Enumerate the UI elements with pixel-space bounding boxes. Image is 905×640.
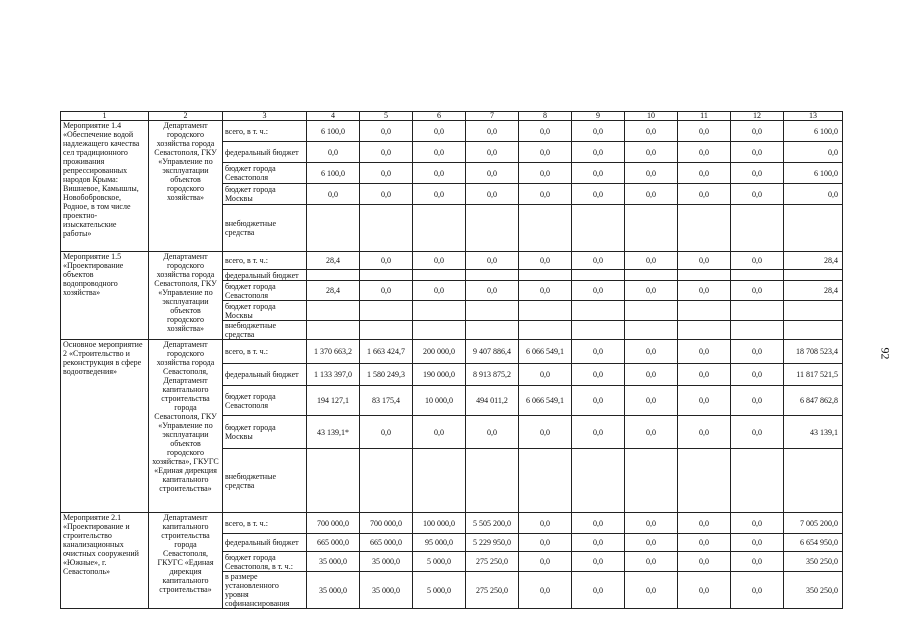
value-cell: 194 127,1 bbox=[307, 386, 360, 416]
value-cell bbox=[572, 301, 625, 321]
value-cell bbox=[360, 301, 413, 321]
table-row bbox=[61, 252, 843, 270]
executor-cell: Департамент капитального строительства города Севастополя, ГКУГС «Единая дирекция капитального строительства» bbox=[149, 513, 223, 609]
total-value-cell bbox=[784, 270, 843, 281]
value-cell bbox=[731, 301, 784, 321]
value-cell: 0,0 bbox=[572, 416, 625, 449]
column-number: 9 bbox=[572, 112, 625, 121]
value-cell: 0,0 bbox=[625, 163, 678, 184]
value-cell: 0,0 bbox=[307, 142, 360, 163]
value-cell: 0,0 bbox=[731, 142, 784, 163]
value-cell: 9 407 886,4 bbox=[466, 340, 519, 364]
value-cell: 0,0 bbox=[731, 534, 784, 552]
value-cell: 0,0 bbox=[466, 163, 519, 184]
value-cell bbox=[519, 301, 572, 321]
value-cell: 0,0 bbox=[731, 281, 784, 301]
value-cell: 0,0 bbox=[678, 163, 731, 184]
value-cell: 0,0 bbox=[731, 416, 784, 449]
column-number: 7 bbox=[466, 112, 519, 121]
value-cell: 0,0 bbox=[625, 281, 678, 301]
value-cell bbox=[678, 321, 731, 340]
column-number: 13 bbox=[784, 112, 843, 121]
total-value-cell: 6 100,0 bbox=[784, 121, 843, 142]
value-cell: 0,0 bbox=[519, 281, 572, 301]
total-value-cell bbox=[784, 321, 843, 340]
funding-source-cell: федеральный бюджет bbox=[223, 364, 307, 386]
value-cell bbox=[625, 205, 678, 252]
value-cell: 190 000,0 bbox=[413, 364, 466, 386]
value-cell: 1 370 663,2 bbox=[307, 340, 360, 364]
value-cell: 0,0 bbox=[572, 513, 625, 534]
value-cell: 10 000,0 bbox=[413, 386, 466, 416]
value-cell: 0,0 bbox=[625, 513, 678, 534]
value-cell: 0,0 bbox=[413, 416, 466, 449]
total-value-cell: 6 654 950,0 bbox=[784, 534, 843, 552]
value-cell: 0,0 bbox=[572, 552, 625, 572]
value-cell: 700 000,0 bbox=[360, 513, 413, 534]
value-cell: 0,0 bbox=[625, 552, 678, 572]
value-cell: 6 100,0 bbox=[307, 121, 360, 142]
value-cell: 0,0 bbox=[360, 163, 413, 184]
value-cell: 0,0 bbox=[360, 142, 413, 163]
value-cell: 0,0 bbox=[678, 572, 731, 609]
total-value-cell bbox=[784, 301, 843, 321]
value-cell: 6 100,0 bbox=[307, 163, 360, 184]
value-cell: 95 000,0 bbox=[413, 534, 466, 552]
value-cell: 0,0 bbox=[625, 534, 678, 552]
value-cell: 0,0 bbox=[731, 386, 784, 416]
value-cell: 0,0 bbox=[625, 121, 678, 142]
column-number: 8 bbox=[519, 112, 572, 121]
value-cell: 494 011,2 bbox=[466, 386, 519, 416]
value-cell bbox=[307, 270, 360, 281]
value-cell: 0,0 bbox=[625, 386, 678, 416]
value-cell bbox=[519, 205, 572, 252]
value-cell: 0,0 bbox=[519, 416, 572, 449]
value-cell: 0,0 bbox=[307, 184, 360, 205]
funding-source-cell: в размере установленного уровня софинансирования bbox=[223, 572, 307, 609]
table-body bbox=[61, 112, 843, 609]
value-cell bbox=[307, 301, 360, 321]
value-cell bbox=[413, 321, 466, 340]
value-cell: 100 000,0 bbox=[413, 513, 466, 534]
value-cell: 0,0 bbox=[572, 534, 625, 552]
value-cell bbox=[625, 270, 678, 281]
event-name-cell: Мероприятие 1.5 «Проектирование объектов водопроводного хозяйства» bbox=[61, 252, 149, 340]
funding-source-cell: всего, в т. ч.: bbox=[223, 513, 307, 534]
value-cell: 0,0 bbox=[360, 252, 413, 270]
total-value-cell: 11 817 521,5 bbox=[784, 364, 843, 386]
value-cell: 0,0 bbox=[625, 416, 678, 449]
executor-cell: Департамент городского хозяйства города Севастополя, ГКУ «Управление по эксплуатации объектов городского хозяйства» bbox=[149, 121, 223, 252]
value-cell: 0,0 bbox=[678, 340, 731, 364]
value-cell: 0,0 bbox=[519, 163, 572, 184]
value-cell bbox=[731, 321, 784, 340]
value-cell bbox=[625, 321, 678, 340]
value-cell: 700 000,0 bbox=[307, 513, 360, 534]
value-cell bbox=[466, 301, 519, 321]
value-cell: 0,0 bbox=[413, 281, 466, 301]
value-cell bbox=[307, 321, 360, 340]
total-value-cell: 28,4 bbox=[784, 252, 843, 270]
value-cell: 0,0 bbox=[572, 142, 625, 163]
budget-table bbox=[60, 111, 843, 609]
value-cell: 0,0 bbox=[360, 121, 413, 142]
value-cell: 0,0 bbox=[572, 252, 625, 270]
value-cell: 0,0 bbox=[519, 364, 572, 386]
funding-source-cell: бюджет города Москвы bbox=[223, 301, 307, 321]
funding-source-cell: бюджет города Севастополя bbox=[223, 281, 307, 301]
value-cell bbox=[307, 449, 360, 513]
value-cell: 8 913 875,2 bbox=[466, 364, 519, 386]
funding-source-cell: всего, в т. ч.: bbox=[223, 340, 307, 364]
value-cell bbox=[519, 449, 572, 513]
value-cell: 0,0 bbox=[625, 572, 678, 609]
value-cell: 0,0 bbox=[519, 513, 572, 534]
value-cell: 35 000,0 bbox=[360, 552, 413, 572]
value-cell bbox=[731, 449, 784, 513]
value-cell: 0,0 bbox=[413, 142, 466, 163]
column-number: 3 bbox=[223, 112, 307, 121]
value-cell bbox=[307, 205, 360, 252]
value-cell bbox=[413, 270, 466, 281]
total-value-cell bbox=[784, 205, 843, 252]
value-cell: 0,0 bbox=[625, 252, 678, 270]
event-name-cell: Мероприятие 1.4 «Обеспечение водой надлежащего качества сел традиционного проживания репрессированных народов Крыма: Вишневое, Камышлы, Новобобровское, Родное, в том числе проектно-изыскательские работы» bbox=[61, 121, 149, 252]
value-cell: 0,0 bbox=[466, 184, 519, 205]
value-cell: 1 663 424,7 bbox=[360, 340, 413, 364]
value-cell: 0,0 bbox=[466, 416, 519, 449]
total-value-cell: 350 250,0 bbox=[784, 552, 843, 572]
value-cell: 0,0 bbox=[678, 513, 731, 534]
funding-source-cell: федеральный бюджет bbox=[223, 270, 307, 281]
value-cell: 83 175,4 bbox=[360, 386, 413, 416]
funding-source-cell: бюджет города Севастополя, в т. ч.: bbox=[223, 552, 307, 572]
value-cell bbox=[678, 301, 731, 321]
value-cell: 0,0 bbox=[625, 364, 678, 386]
value-cell: 275 250,0 bbox=[466, 552, 519, 572]
value-cell: 0,0 bbox=[625, 340, 678, 364]
value-cell: 28,4 bbox=[307, 281, 360, 301]
value-cell: 0,0 bbox=[731, 184, 784, 205]
value-cell: 0,0 bbox=[572, 163, 625, 184]
column-number-row bbox=[61, 112, 843, 121]
total-value-cell: 6 847 862,8 bbox=[784, 386, 843, 416]
value-cell: 0,0 bbox=[519, 252, 572, 270]
value-cell: 1 133 397,0 bbox=[307, 364, 360, 386]
value-cell: 0,0 bbox=[360, 416, 413, 449]
funding-source-cell: бюджет города Москвы bbox=[223, 416, 307, 449]
value-cell: 0,0 bbox=[731, 340, 784, 364]
funding-source-cell: бюджет города Севастополя bbox=[223, 163, 307, 184]
value-cell: 28,4 bbox=[307, 252, 360, 270]
value-cell: 0,0 bbox=[413, 163, 466, 184]
total-value-cell bbox=[784, 449, 843, 513]
value-cell: 0,0 bbox=[678, 121, 731, 142]
value-cell: 35 000,0 bbox=[307, 552, 360, 572]
value-cell: 0,0 bbox=[466, 281, 519, 301]
value-cell bbox=[466, 205, 519, 252]
value-cell: 0,0 bbox=[678, 281, 731, 301]
value-cell: 35 000,0 bbox=[307, 572, 360, 609]
value-cell bbox=[360, 205, 413, 252]
funding-source-cell: внебюджетные средства bbox=[223, 449, 307, 513]
value-cell: 35 000,0 bbox=[360, 572, 413, 609]
funding-source-cell: всего, в т. ч.: bbox=[223, 252, 307, 270]
total-value-cell: 7 005 200,0 bbox=[784, 513, 843, 534]
value-cell: 0,0 bbox=[625, 184, 678, 205]
value-cell: 0,0 bbox=[572, 121, 625, 142]
value-cell bbox=[413, 449, 466, 513]
value-cell: 0,0 bbox=[731, 364, 784, 386]
value-cell: 0,0 bbox=[519, 121, 572, 142]
table-row bbox=[61, 513, 843, 534]
funding-source-cell: всего, в т. ч.: bbox=[223, 121, 307, 142]
total-value-cell: 350 250,0 bbox=[784, 572, 843, 609]
value-cell: 0,0 bbox=[731, 552, 784, 572]
column-number: 4 bbox=[307, 112, 360, 121]
value-cell: 200 000,0 bbox=[413, 340, 466, 364]
value-cell bbox=[360, 321, 413, 340]
value-cell: 6 066 549,1 bbox=[519, 340, 572, 364]
value-cell bbox=[360, 449, 413, 513]
value-cell: 0,0 bbox=[678, 552, 731, 572]
table-row bbox=[61, 121, 843, 142]
value-cell bbox=[625, 449, 678, 513]
value-cell: 0,0 bbox=[678, 416, 731, 449]
value-cell bbox=[678, 205, 731, 252]
executor-cell: Департамент городского хозяйства города Севастополя, Департамент капитального строительства города Севастополя, ГКУ «Управление по эксплуатации объектов городского хозяйства», ГКУГС «Единая дирекция капитального строительства» bbox=[149, 340, 223, 513]
value-cell: 1 580 249,3 bbox=[360, 364, 413, 386]
column-number: 1 bbox=[61, 112, 149, 121]
page-number: 92 bbox=[878, 347, 893, 360]
total-value-cell: 6 100,0 bbox=[784, 163, 843, 184]
funding-source-cell: федеральный бюджет bbox=[223, 534, 307, 552]
value-cell: 5 229 950,0 bbox=[466, 534, 519, 552]
value-cell: 275 250,0 bbox=[466, 572, 519, 609]
value-cell bbox=[731, 270, 784, 281]
value-cell: 0,0 bbox=[466, 121, 519, 142]
value-cell: 665 000,0 bbox=[360, 534, 413, 552]
total-value-cell: 28,4 bbox=[784, 281, 843, 301]
value-cell bbox=[572, 205, 625, 252]
value-cell: 0,0 bbox=[731, 163, 784, 184]
value-cell: 43 139,1* bbox=[307, 416, 360, 449]
value-cell: 0,0 bbox=[466, 252, 519, 270]
value-cell: 0,0 bbox=[519, 534, 572, 552]
column-number: 2 bbox=[149, 112, 223, 121]
value-cell bbox=[519, 270, 572, 281]
value-cell bbox=[466, 321, 519, 340]
table-row bbox=[61, 340, 843, 364]
value-cell: 0,0 bbox=[519, 572, 572, 609]
total-value-cell: 43 139,1 bbox=[784, 416, 843, 449]
value-cell: 0,0 bbox=[360, 281, 413, 301]
value-cell: 5 505 200,0 bbox=[466, 513, 519, 534]
value-cell: 0,0 bbox=[572, 386, 625, 416]
event-name-cell: Основное мероприятие 2 «Строительство и реконструкция в сфере водоотведения» bbox=[61, 340, 149, 513]
value-cell: 0,0 bbox=[678, 364, 731, 386]
value-cell bbox=[413, 301, 466, 321]
value-cell: 0,0 bbox=[466, 142, 519, 163]
event-name-cell: Мероприятие 2.1 «Проектирование и строительство канализационных очистных сооружений «Южные», г. Севастополь» bbox=[61, 513, 149, 609]
value-cell: 0,0 bbox=[519, 184, 572, 205]
value-cell: 5 000,0 bbox=[413, 572, 466, 609]
total-value-cell: 0,0 bbox=[784, 184, 843, 205]
value-cell bbox=[413, 205, 466, 252]
value-cell: 0,0 bbox=[572, 184, 625, 205]
value-cell: 0,0 bbox=[413, 121, 466, 142]
value-cell bbox=[360, 270, 413, 281]
value-cell: 0,0 bbox=[413, 252, 466, 270]
value-cell: 665 000,0 bbox=[307, 534, 360, 552]
column-number: 5 bbox=[360, 112, 413, 121]
funding-source-cell: внебюджетные средства bbox=[223, 205, 307, 252]
total-value-cell: 0,0 bbox=[784, 142, 843, 163]
value-cell: 0,0 bbox=[731, 513, 784, 534]
value-cell: 0,0 bbox=[572, 281, 625, 301]
value-cell: 0,0 bbox=[360, 184, 413, 205]
funding-source-cell: федеральный бюджет bbox=[223, 142, 307, 163]
value-cell bbox=[572, 449, 625, 513]
value-cell: 0,0 bbox=[731, 572, 784, 609]
value-cell bbox=[572, 321, 625, 340]
value-cell: 0,0 bbox=[519, 142, 572, 163]
value-cell: 0,0 bbox=[572, 364, 625, 386]
value-cell: 0,0 bbox=[678, 252, 731, 270]
value-cell bbox=[625, 301, 678, 321]
executor-cell: Департамент городского хозяйства города Севастополя, ГКУ «Управление по эксплуатации объектов городского хозяйства» bbox=[149, 252, 223, 340]
value-cell bbox=[731, 205, 784, 252]
value-cell bbox=[678, 270, 731, 281]
value-cell bbox=[466, 449, 519, 513]
value-cell: 0,0 bbox=[572, 572, 625, 609]
value-cell: 0,0 bbox=[678, 534, 731, 552]
value-cell bbox=[466, 270, 519, 281]
total-value-cell: 18 708 523,4 bbox=[784, 340, 843, 364]
value-cell: 0,0 bbox=[625, 142, 678, 163]
funding-source-cell: внебюджетные средства bbox=[223, 321, 307, 340]
value-cell: 0,0 bbox=[731, 252, 784, 270]
value-cell: 0,0 bbox=[678, 142, 731, 163]
value-cell: 0,0 bbox=[572, 340, 625, 364]
column-number: 12 bbox=[731, 112, 784, 121]
column-number: 6 bbox=[413, 112, 466, 121]
funding-source-cell: бюджет города Москвы bbox=[223, 184, 307, 205]
value-cell: 0,0 bbox=[413, 184, 466, 205]
value-cell bbox=[678, 449, 731, 513]
column-number: 11 bbox=[678, 112, 731, 121]
value-cell: 6 066 549,1 bbox=[519, 386, 572, 416]
value-cell: 0,0 bbox=[678, 184, 731, 205]
funding-source-cell: бюджет города Севастополя bbox=[223, 386, 307, 416]
value-cell bbox=[519, 321, 572, 340]
column-number: 10 bbox=[625, 112, 678, 121]
value-cell: 0,0 bbox=[678, 386, 731, 416]
value-cell: 0,0 bbox=[519, 552, 572, 572]
value-cell: 5 000,0 bbox=[413, 552, 466, 572]
value-cell: 0,0 bbox=[731, 121, 784, 142]
value-cell bbox=[572, 270, 625, 281]
